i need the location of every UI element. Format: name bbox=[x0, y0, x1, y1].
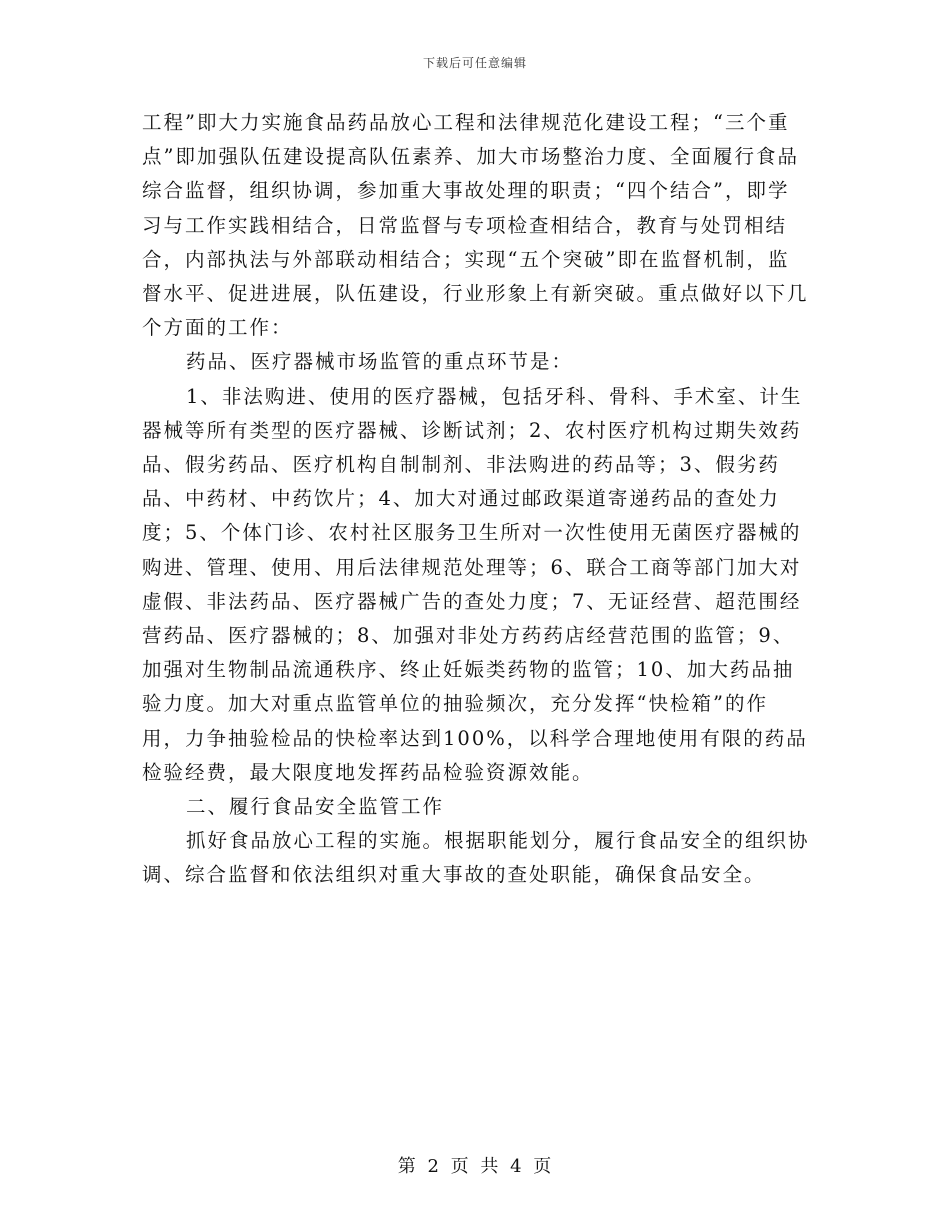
page-number-footer: 第 2 页 共 4 页 bbox=[397, 1156, 553, 1177]
paragraph-numbered-items: 1、非法购进、使用的医疗器械，包括牙科、骨科、手术室、计生器械等所有类型的医疗器械、诊断试剂；2、农村医疗机构过期失效药品、假劣药品、医疗机构自制制剂、非法购进的药品等；3、假劣药品、中药材、中药饮片；4、加大对通过邮政渠道寄递药品的查处力度；5、个体门诊、农村社区服务卫生所对一次性使用无菌医疗器械的购进、管理、使用、用后法律规范处理等；6、联合工商等部门加大对虚假、非法药品、医疗器械广告的查处力度；7、无证经营、超范围经营药品、医疗器械的；8、加强对非处方药药店经营范围的监管；9、加强对生物制品流通秩序、终止妊娠类药物的监管；10、加大药品抽验力度。加大对重点监管单位的抽验频次，充分发挥“快检箱”的作用，力争抽验检品的快检率达到100%，以科学合理地使用有限的药品检验经费，最大限度地发挥药品检验资源效能。 bbox=[142, 384, 808, 784]
paragraph-intro: 工程”即大力实施食品药品放心工程和法律规范化建设工程；“三个重点”即加强队伍建设提高队伍素养、加大市场整治力度、全面履行食品综合监督，组织协调，参加重大事故处理的职责；“四个结合”，即学习与工作实践相结合，日常监督与专项检查相结合，教育与处罚相结合，内部执法与外部联动相结合；实现“五个突破”即在监督机制，监督水平、促进进展，队伍建设，行业形象上有新突破。重点做好以下几个方面的工作： bbox=[142, 111, 809, 340]
page-header: 下载后可任意编辑 bbox=[422, 56, 527, 70]
paragraph-food-safety: 抓好食品放心工程的实施。根据职能划分，履行食品安全的组织协调、综合监督和依法组织对重大事故的查处职能，确保食品安全。 bbox=[142, 829, 810, 887]
paragraph-key-links: 药品、医疗器械市场监管的重点环节是： bbox=[186, 350, 574, 374]
document-body bbox=[142, 106, 810, 893]
section-heading: 二、履行食品安全监管工作 bbox=[186, 795, 445, 819]
